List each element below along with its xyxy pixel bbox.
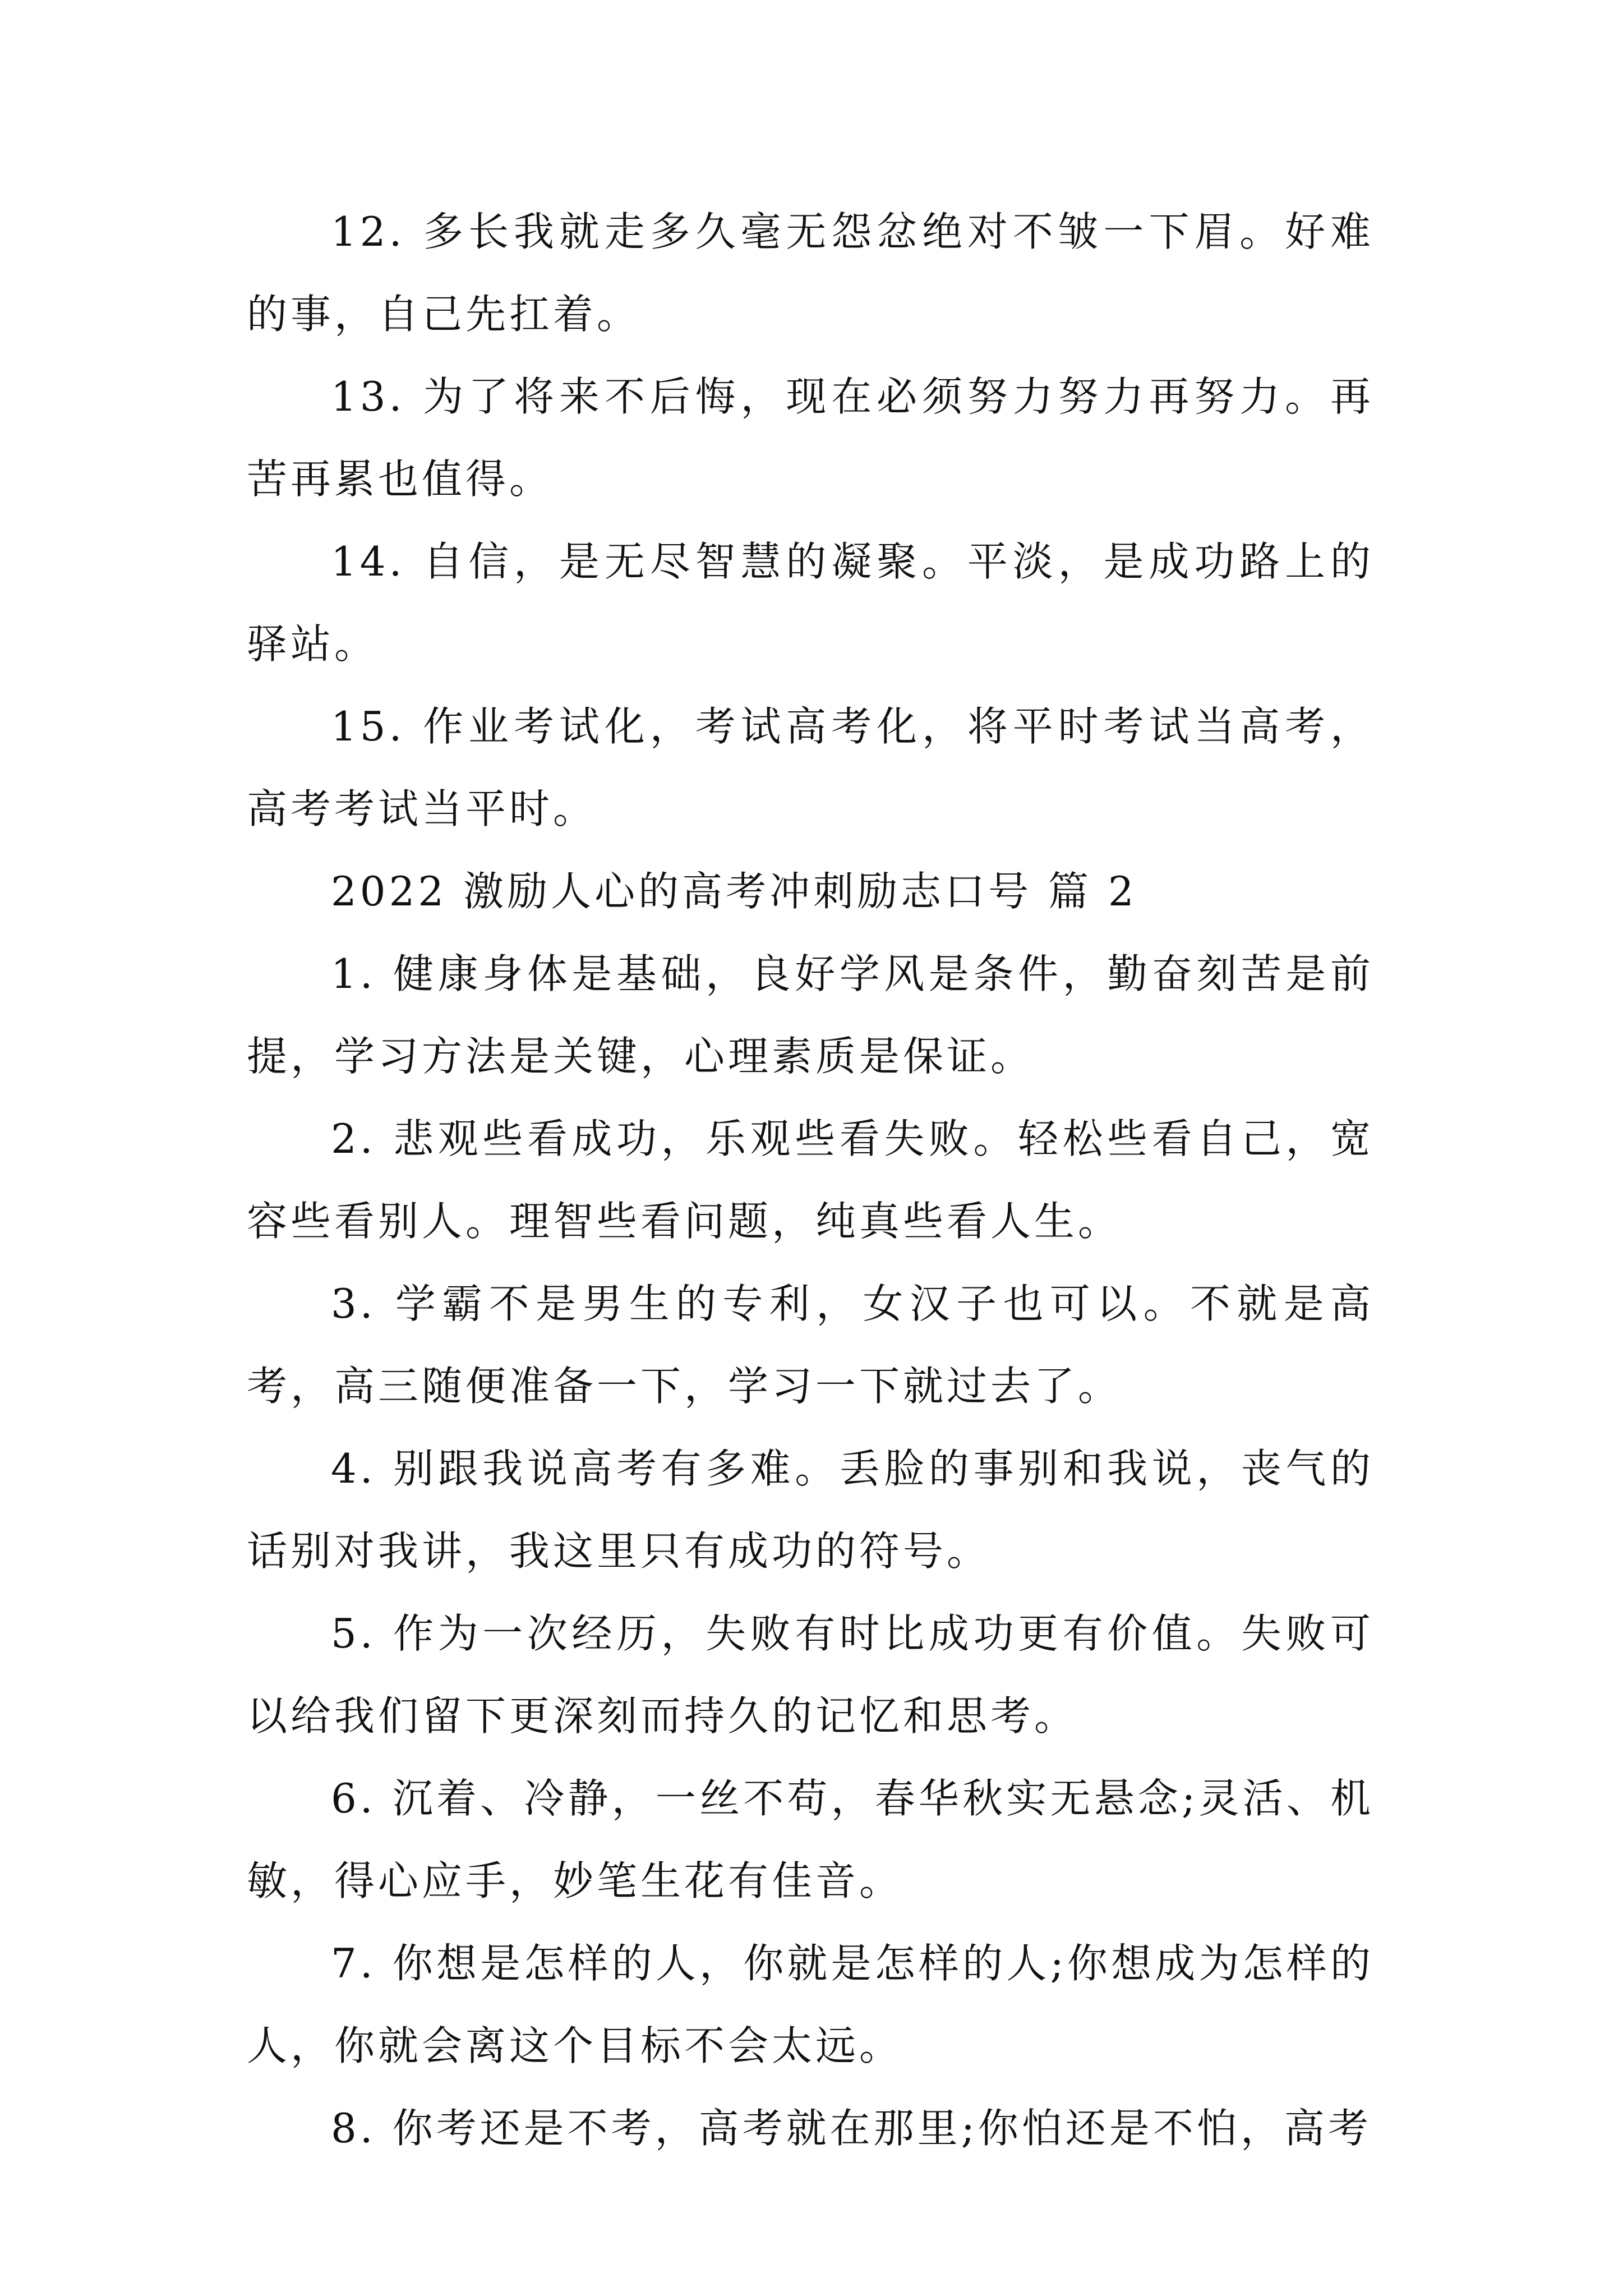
paragraph-item-8: 8. 你考还是不考，高考就在那里;你怕还是不怕，高考: [331, 2105, 1372, 2152]
paragraph-item-7: 7. 你想是怎样的人，你就是怎样的人;你想成为怎样的人，你就会离这个目标不会太远。: [247, 1940, 1374, 2069]
paragraph-item-1: 1. 健康身体是基础，良好学风是条件，勤奋刻苦是前提，学习方法是关键，心理素质是保证。: [247, 950, 1374, 1080]
paragraph-item-12: 12. 多长我就走多久毫无怨忿绝对不皱一下眉。好难的事，自己先扛着。: [247, 208, 1374, 338]
paragraph-item-3: 3. 学霸不是男生的专利，女汉子也可以。不就是高考，高三随便准备一下，学习一下就过去了。: [247, 1280, 1374, 1410]
paragraph-item-2: 2. 悲观些看成功，乐观些看失败。轻松些看自己，宽容些看别人。理智些看问题，纯真些看人生。: [247, 1115, 1374, 1245]
section-heading: 2022 激励人心的高考冲刺励志口号 篇 2: [331, 868, 1137, 915]
paragraph-item-6: 6. 沉着、冷静，一丝不苟，春华秋实无悬念;灵活、机敏，得心应手，妙笔生花有佳音。: [247, 1775, 1374, 1904]
paragraph-item-13: 13. 为了将来不后悔，现在必须努力努力再努力。再苦再累也值得。: [247, 373, 1374, 503]
paragraph-item-15: 15. 作业考试化，考试高考化，将平时考试当高考，高考考试当平时。: [247, 703, 1374, 832]
paragraph-item-14: 14. 自信，是无尽智慧的凝聚。平淡，是成功路上的驿站。: [247, 538, 1374, 668]
paragraph-item-5: 5. 作为一次经历，失败有时比成功更有价值。失败可以给我们留下更深刻而持久的记忆和思考。: [247, 1610, 1374, 1740]
document-body: [247, 191, 1374, 2170]
paragraph-item-4: 4. 别跟我说高考有多难。丢脸的事别和我说，丧气的话别对我讲，我这里只有成功的符号。: [247, 1445, 1374, 1575]
